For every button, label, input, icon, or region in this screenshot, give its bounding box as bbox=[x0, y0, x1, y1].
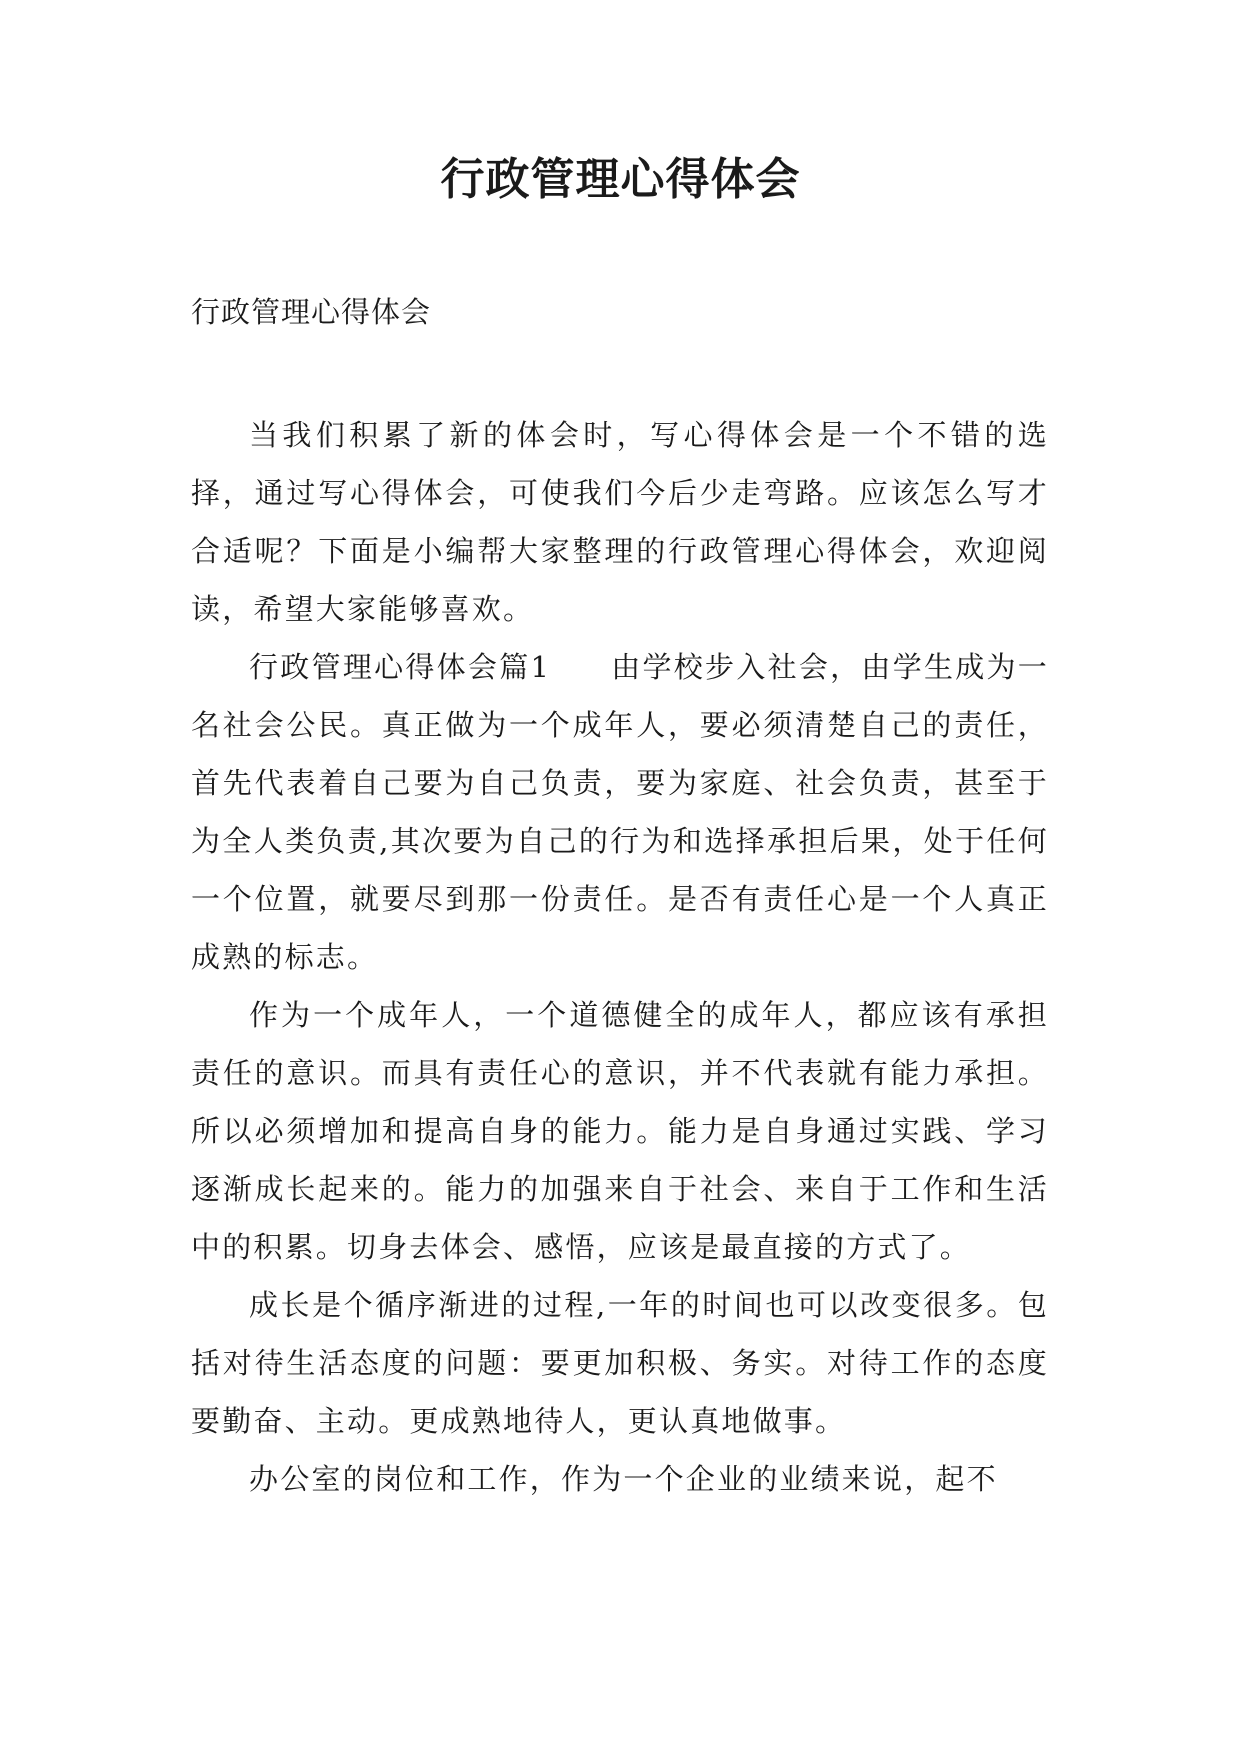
section-heading: 行政管理心得体会篇1 bbox=[249, 650, 552, 684]
paragraph-section-1 bbox=[191, 638, 1049, 986]
paragraph-intro bbox=[191, 406, 1049, 638]
paragraph-growth bbox=[191, 1276, 1049, 1450]
paragraph-text: 成长是个循序渐进的过程,一年的时间也可以改变很多。包括对待生活态度的问题：要更加积极、务实。对待工作的态度要勤奋、主动。更成熟地待人，更认真地做事。 bbox=[191, 1288, 1049, 1438]
paragraph-text: 由学校步入社会，由学生成为一名社会公民。真正做为一个成年人，要必须清楚自己的责任，首先代表着自己要为自己负责，要为家庭、社会负责，甚至于为全人类负责,其次要为自己的行为和选择承担后果，处于任何一个位置，就要尽到那一份责任。是否有责任心是一个人真正成熟的标志。 bbox=[191, 650, 1049, 974]
document-title: 行政管理心得体会 bbox=[440, 154, 801, 205]
paragraph-office bbox=[191, 1450, 1049, 1508]
paragraph-text: 当我们积累了新的体会时，写心得体会是一个不错的选择，通过写心得体会，可使我们今后少走弯路。应该怎么写才合适呢？下面是小编帮大家整理的行政管理心得体会，欢迎阅读，希望大家能够喜欢。 bbox=[191, 418, 1049, 626]
paragraph-text: 办公室的岗位和工作，作为一个企业的业绩来说，起不 bbox=[249, 1462, 998, 1496]
document-subtitle: 行政管理心得体会 bbox=[191, 295, 432, 329]
document-body bbox=[191, 406, 1049, 1508]
paragraph-responsibility bbox=[191, 986, 1049, 1276]
paragraph-text: 作为一个成年人，一个道德健全的成年人，都应该有承担责任的意识。而具有责任心的意识，并不代表就有能力承担。所以必须增加和提高自身的能力。能力是自身通过实践、学习逐渐成长起来的。能力的加强来自于社会、来自于工作和生活中的积累。切身去体会、感悟，应该是最直接的方式了。 bbox=[191, 998, 1049, 1264]
